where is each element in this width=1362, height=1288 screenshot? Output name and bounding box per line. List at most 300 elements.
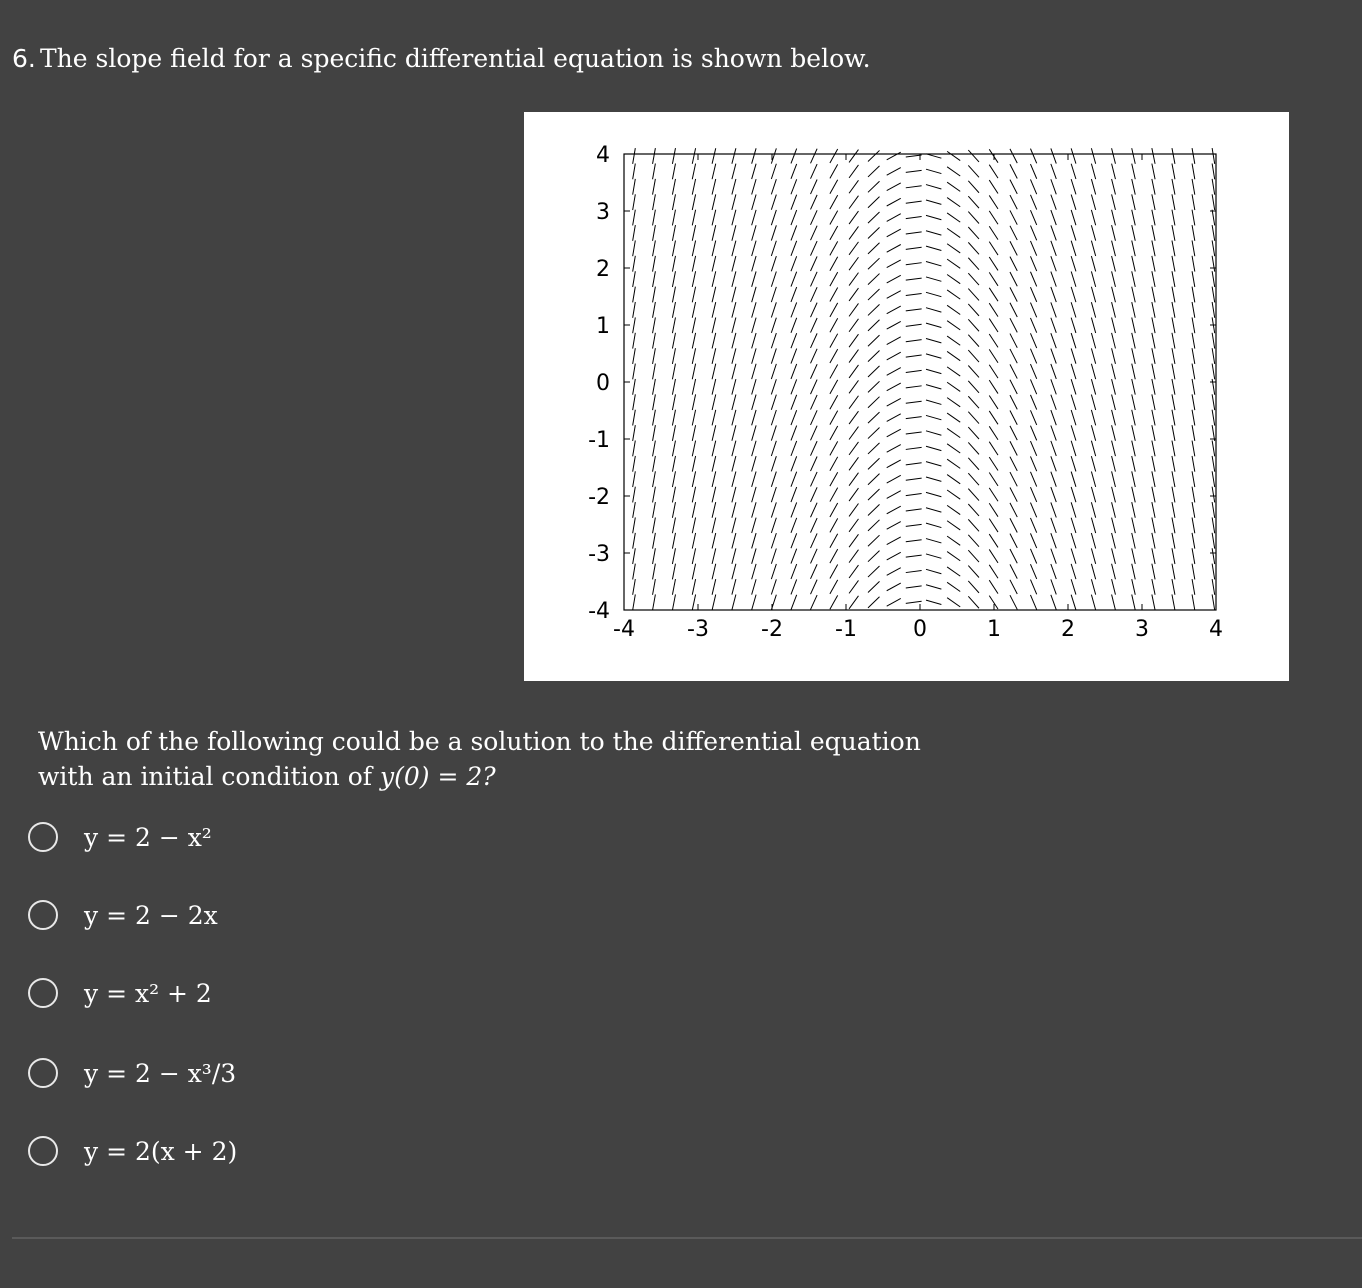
slope-segment: [692, 471, 695, 487]
slope-segment: [633, 302, 636, 318]
slope-segment: [968, 381, 979, 393]
slope-segment: [968, 458, 979, 470]
slope-segment: [1192, 179, 1195, 195]
slope-segment: [947, 382, 960, 391]
slope-segment: [1051, 425, 1056, 440]
slope-segment: [653, 225, 656, 241]
slope-segment: [1172, 441, 1175, 457]
slope-segment: [906, 447, 922, 449]
slope-segment: [1212, 548, 1215, 564]
slope-segment: [926, 462, 941, 466]
slope-segment: [1030, 149, 1036, 164]
slope-segment: [692, 271, 695, 287]
slope-segment: [672, 164, 675, 180]
slope-segment: [1172, 240, 1175, 256]
slope-segment: [849, 150, 858, 163]
slope-segment: [947, 321, 960, 330]
slope-segment: [1010, 257, 1017, 271]
slope-segment: [811, 287, 818, 302]
slope-segment: [849, 565, 858, 578]
slope-segment: [633, 394, 636, 410]
slope-segment: [1212, 502, 1215, 518]
slope-segment: [712, 210, 716, 226]
slope-segment: [732, 164, 736, 179]
slope-segment: [771, 195, 776, 210]
slope-segment: [712, 302, 716, 318]
slope-segment: [1010, 534, 1017, 548]
choice-b[interactable]: [28, 895, 218, 935]
slope-segment: [1091, 333, 1095, 348]
choice-label: y = x² + 2: [84, 978, 212, 1008]
slope-segment: [1051, 364, 1056, 379]
slope-segment: [926, 431, 941, 435]
slope-segment: [926, 385, 941, 389]
slope-segment: [1132, 333, 1136, 349]
slope-segment: [672, 425, 675, 441]
slope-segment: [906, 340, 922, 342]
slope-segment: [1132, 394, 1136, 410]
slope-segment: [712, 533, 716, 549]
slope-segment: [830, 380, 838, 394]
slope-segment: [1091, 364, 1095, 379]
slope-segment: [1132, 456, 1136, 472]
slope-segment: [1152, 471, 1155, 487]
slope-segment: [868, 551, 880, 562]
slope-segment: [926, 554, 941, 558]
slope-segment: [926, 277, 941, 281]
slope-segment: [732, 148, 736, 163]
slope-segment: [692, 256, 695, 272]
slope-segment: [752, 333, 756, 348]
slope-segment: [633, 333, 636, 349]
slope-segment: [1030, 272, 1036, 287]
slope-segment: [1071, 518, 1076, 533]
slope-segment: [1132, 564, 1136, 580]
slope-segment: [1051, 333, 1056, 348]
slope-segment: [1112, 287, 1116, 303]
slope-segment: [868, 197, 880, 208]
slope-segment: [1192, 394, 1195, 410]
slope-segment: [989, 272, 998, 285]
slope-segment: [1172, 410, 1175, 426]
slope-segment: [830, 441, 838, 455]
slope-segment: [947, 305, 960, 314]
slope-segment: [830, 472, 838, 486]
slope-segment: [1152, 256, 1155, 272]
slope-segment: [1212, 194, 1215, 210]
slope-segment: [887, 260, 901, 268]
question-prompt: [38, 724, 938, 794]
slope-segment: [791, 533, 797, 548]
slope-segment: [1172, 364, 1175, 380]
slope-segment: [1192, 271, 1195, 287]
slope-segment: [672, 379, 675, 395]
slope-segment: [926, 231, 941, 235]
slope-segment: [1071, 302, 1076, 317]
slope-segment: [1192, 348, 1195, 364]
slope-segment: [906, 155, 922, 157]
slope-segment: [692, 317, 695, 333]
slope-segment: [887, 460, 901, 468]
slope-segment: [633, 256, 636, 272]
slope-segment: [868, 227, 880, 238]
slope-segment: [1212, 271, 1215, 287]
y-tick-label: 1: [596, 314, 610, 339]
slope-segment: [926, 600, 941, 604]
slope-segment: [1071, 318, 1076, 333]
slope-segment: [732, 564, 736, 579]
slope-segment: [811, 395, 818, 410]
slope-segment: [1172, 379, 1175, 395]
slope-segment: [1172, 594, 1175, 610]
slope-segment: [771, 164, 776, 179]
slope-segment: [811, 226, 818, 241]
slope-segment: [906, 601, 922, 603]
slope-segment: [692, 348, 695, 364]
slope-segment: [989, 149, 998, 162]
slope-segment: [1152, 148, 1155, 164]
slope-segment: [926, 338, 941, 342]
slope-segment: [1051, 302, 1056, 317]
slope-segment: [989, 519, 998, 532]
slope-segment: [1030, 564, 1036, 579]
slope-segment: [1212, 517, 1215, 533]
slope-segment: [633, 517, 636, 533]
slope-segment: [830, 426, 838, 440]
slope-segment: [1152, 194, 1155, 210]
slope-segment: [1152, 579, 1155, 595]
slope-segment: [1212, 471, 1215, 487]
slope-segment: [633, 425, 636, 441]
slope-segment: [906, 524, 922, 526]
slope-segment: [947, 336, 960, 345]
slope-segment: [1152, 518, 1155, 534]
slope-segment: [887, 445, 901, 453]
x-tick-label: 0: [913, 617, 927, 642]
slope-segment: [791, 379, 797, 394]
radio-button[interactable]: [28, 822, 58, 852]
slope-segment: [887, 368, 901, 376]
slope-segment: [830, 195, 838, 209]
slope-segment: [1071, 256, 1076, 271]
slope-segment: [989, 380, 998, 393]
slope-segment: [1152, 379, 1155, 395]
slope-segment: [947, 351, 960, 360]
slope-segment: [1030, 549, 1036, 564]
slope-segment: [1071, 549, 1076, 564]
slope-segment: [1172, 394, 1175, 410]
choice-e[interactable]: [28, 1131, 237, 1171]
slope-segment: [791, 164, 797, 179]
slope-segment: [887, 522, 901, 530]
slope-segment: [1112, 487, 1116, 503]
slope-segment: [926, 508, 941, 512]
slope-segment: [1112, 225, 1116, 241]
slope-segment: [947, 567, 960, 576]
slope-segment: [989, 303, 998, 316]
slope-segment: [1192, 579, 1195, 595]
slope-segment: [906, 386, 922, 388]
slope-segment: [947, 505, 960, 514]
slope-segment: [849, 550, 858, 563]
slope-segment: [672, 502, 675, 518]
radio-button[interactable]: [28, 1058, 58, 1088]
slope-segment: [1112, 348, 1116, 364]
slope-segment: [926, 415, 941, 419]
slope-segment: [1010, 164, 1017, 178]
slope-segment: [712, 394, 716, 410]
slope-segment: [926, 200, 941, 204]
choice-a[interactable]: [28, 817, 212, 857]
slope-segment: [968, 473, 979, 485]
slope-segment: [692, 394, 695, 410]
slope-segment: [752, 502, 756, 517]
slope-segment: [1172, 271, 1175, 287]
slope-segment: [1051, 318, 1056, 333]
slope-segment: [633, 164, 636, 180]
slope-segment: [1071, 579, 1076, 594]
slope-segment: [1132, 518, 1136, 534]
slope-segment: [947, 475, 960, 484]
slope-segment: [849, 380, 858, 393]
slope-segment: [771, 425, 776, 440]
slope-segment: [906, 217, 922, 219]
slope-segment: [868, 489, 880, 500]
slope-segment: [849, 226, 858, 239]
slope-segment: [989, 319, 998, 332]
slope-segment: [947, 444, 960, 453]
slope-segment: [906, 293, 922, 295]
slope-segment: [1091, 471, 1095, 486]
slope-segment: [830, 349, 838, 363]
radio-button[interactable]: [28, 978, 58, 1008]
slope-segment: [968, 212, 979, 224]
slope-segment: [752, 271, 756, 286]
slope-segment: [1132, 225, 1136, 241]
slope-segment: [947, 275, 960, 284]
slope-segment: [849, 211, 858, 224]
slope-segment: [1091, 256, 1095, 271]
slope-segment: [887, 352, 901, 360]
slope-segment: [672, 333, 675, 349]
slope-segment: [1030, 210, 1036, 225]
slope-segment: [672, 594, 675, 610]
slope-segment: [1172, 548, 1175, 564]
slope-segment: [849, 273, 858, 286]
slope-segment: [1212, 564, 1215, 580]
slope-segment: [887, 275, 901, 283]
slope-segment: [692, 148, 695, 164]
radio-button[interactable]: [28, 1136, 58, 1166]
slope-segment: [1010, 595, 1017, 609]
slope-segment: [752, 395, 756, 410]
slope-segment: [868, 351, 880, 362]
slope-segment: [947, 398, 960, 407]
slope-segment: [1030, 595, 1036, 610]
slope-segment: [849, 503, 858, 516]
slope-segment: [712, 271, 716, 287]
slope-segment: [1010, 426, 1017, 440]
slope-segment: [968, 304, 979, 316]
slope-segment: [633, 548, 636, 564]
slope-segment: [1152, 225, 1155, 241]
slope-segment: [791, 225, 797, 240]
slope-segment: [906, 417, 922, 419]
slope-segment: [653, 240, 656, 256]
slope-segment: [633, 579, 636, 595]
slope-segment: [633, 502, 636, 518]
slope-segment: [811, 426, 818, 441]
slope-segment: [1051, 210, 1056, 225]
slope-segment: [968, 319, 979, 331]
slope-segment: [926, 400, 941, 404]
slope-segment: [830, 272, 838, 286]
slope-segment: [752, 210, 756, 225]
choice-c[interactable]: [28, 973, 212, 1013]
slope-segment: [1172, 502, 1175, 518]
slope-segment: [1112, 533, 1116, 549]
slope-segment: [947, 244, 960, 253]
slope-segment: [811, 364, 818, 379]
slope-segment: [868, 258, 880, 269]
slope-segment: [1010, 210, 1017, 224]
slope-segment: [1192, 517, 1195, 533]
slope-segment: [1091, 533, 1095, 548]
slope-segment: [1071, 210, 1076, 225]
slope-segment: [692, 210, 695, 226]
slope-segment: [1091, 518, 1095, 533]
slope-segment: [633, 179, 636, 195]
slope-segment: [791, 441, 797, 456]
slope-segment: [1172, 148, 1175, 164]
slope-segment: [791, 564, 797, 579]
slope-segment: [887, 568, 901, 576]
slope-segment: [752, 579, 756, 594]
slope-segment: [849, 396, 858, 409]
slope-segment: [1030, 580, 1036, 595]
slope-segment: [1091, 148, 1095, 163]
x-tick-label: 3: [1135, 617, 1149, 642]
slope-segment: [1051, 195, 1056, 210]
slope-segment: [811, 564, 818, 579]
slope-segment: [811, 333, 818, 348]
slope-segment: [1010, 518, 1017, 532]
slope-segment: [1091, 548, 1095, 563]
slope-segment: [791, 426, 797, 441]
slope-segment: [1212, 225, 1215, 241]
slope-segment: [1192, 410, 1195, 426]
slope-segment: [752, 302, 756, 317]
slope-segment: [1112, 302, 1116, 318]
slope-segment: [1112, 548, 1116, 564]
slope-segment: [732, 241, 736, 256]
slope-segment: [1132, 317, 1136, 333]
slope-segment: [868, 443, 880, 454]
slope-segment: [732, 194, 736, 209]
slope-segment: [752, 225, 756, 240]
slope-segment: [1112, 148, 1116, 164]
slope-segment: [1051, 533, 1056, 548]
slope-segment: [771, 472, 776, 487]
slope-segment: [830, 241, 838, 255]
x-tick-label: 2: [1061, 617, 1075, 642]
slope-segment: [887, 552, 901, 560]
slope-segment: [1212, 256, 1215, 272]
choice-d[interactable]: [28, 1053, 236, 1093]
slope-segment: [633, 317, 636, 333]
slope-segment: [849, 534, 858, 547]
slope-segment: [989, 411, 998, 424]
slope-segment: [771, 441, 776, 456]
slope-segment: [1132, 379, 1136, 395]
slope-segment: [653, 441, 656, 457]
slope-segment: [1192, 287, 1195, 303]
slope-segment: [1051, 487, 1056, 502]
slope-segment: [926, 523, 941, 527]
slope-segment: [1030, 226, 1036, 241]
slope-segment: [672, 471, 675, 487]
slope-segment: [926, 354, 941, 358]
slope-segment: [811, 595, 818, 610]
slope-segment: [1010, 226, 1017, 240]
slope-segment: [989, 195, 998, 208]
slope-segment: [849, 365, 858, 378]
slope-segment: [1172, 348, 1175, 364]
slope-segment: [887, 337, 901, 345]
slope-segment: [732, 256, 736, 271]
slope-segment: [887, 291, 901, 299]
slope-segment: [1172, 287, 1175, 303]
slope-segment: [1051, 148, 1056, 163]
slope-segment: [849, 165, 858, 178]
x-tick-label: -4: [613, 617, 635, 642]
slope-segment: [752, 595, 756, 610]
slope-segment: [1212, 333, 1215, 349]
slope-segment: [1192, 502, 1195, 518]
x-tick-label: -1: [835, 617, 857, 642]
slope-segment: [672, 302, 675, 318]
slope-segment: [868, 520, 880, 531]
slope-segment: [752, 318, 756, 333]
slope-segment: [1212, 210, 1215, 226]
slope-segment: [830, 164, 838, 178]
slope-segment: [811, 533, 818, 548]
slope-segment: [771, 595, 776, 610]
slope-segment: [1192, 256, 1195, 272]
slope-segment: [849, 257, 858, 270]
slope-segment: [1091, 179, 1095, 194]
slope-segment: [968, 150, 979, 162]
slope-segment: [1172, 317, 1175, 333]
slope-segment: [947, 367, 960, 376]
slope-segment: [672, 456, 675, 472]
slope-segment: [887, 598, 901, 606]
slope-segment: [633, 471, 636, 487]
slope-segment: [906, 324, 922, 326]
slope-segment: [1112, 471, 1116, 487]
slope-segment: [672, 271, 675, 287]
slope-segment: [989, 457, 998, 470]
slope-segment: [989, 365, 998, 378]
slope-segment: [906, 309, 922, 311]
slope-segment: [752, 564, 756, 579]
radio-button[interactable]: [28, 900, 58, 930]
slope-segment: [1030, 195, 1036, 210]
slope-segment: [672, 364, 675, 380]
slope-segment: [653, 164, 656, 180]
slope-segment: [732, 210, 736, 225]
slope-segment: [1132, 595, 1136, 611]
